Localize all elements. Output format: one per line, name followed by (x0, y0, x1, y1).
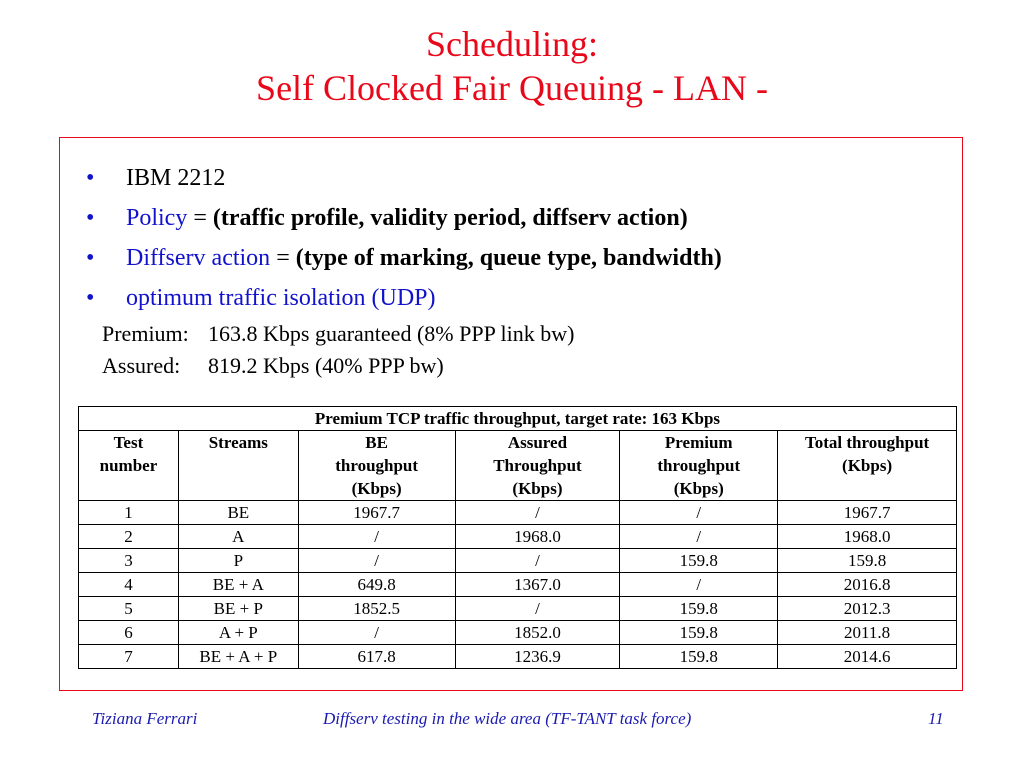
table-cell: 1852.0 (455, 621, 620, 645)
header-text: Test (113, 433, 144, 452)
table-cell: 2011.8 (778, 621, 957, 645)
policy-equals: = (187, 205, 213, 231)
premium-line (102, 321, 574, 347)
header-text: Assured (507, 433, 568, 452)
slide-title-line-2: Self Clocked Fair Queuing - LAN - (256, 68, 768, 108)
table-cell: 159.8 (620, 645, 778, 669)
header-assured-throughput (455, 431, 620, 501)
table-cell: 1967.7 (778, 501, 957, 525)
table-cell: / (455, 549, 620, 573)
table-cell: BE (178, 501, 298, 525)
header-text: (Kbps) (673, 479, 724, 498)
table-row (79, 597, 957, 621)
table-cell: A (178, 525, 298, 549)
assured-value: 819.2 Kbps (40% PPP bw) (208, 353, 444, 378)
table-cell: 1968.0 (778, 525, 957, 549)
footer-author: Tiziana Ferrari (92, 709, 198, 728)
premium-value: 163.8 Kbps guaranteed (8% PPP link bw) (208, 321, 575, 346)
header-text: BE (365, 433, 388, 452)
slide-title (0, 22, 1024, 110)
assured-line (102, 353, 444, 379)
table-cell: 7 (79, 645, 179, 669)
table-cell: 1968.0 (455, 525, 620, 549)
table-row (79, 645, 957, 669)
header-text: number (99, 456, 158, 475)
assured-label: Assured: (102, 353, 181, 378)
table-cell: 6 (79, 621, 179, 645)
table-row (79, 525, 957, 549)
table-cell: / (455, 597, 620, 621)
table-cell: 2014.6 (778, 645, 957, 669)
header-premium-throughput (620, 431, 778, 501)
table-row (79, 573, 957, 597)
table-body (79, 501, 957, 669)
bullet-dot-icon: • (86, 165, 95, 191)
table-cell: 159.8 (778, 549, 957, 573)
table-cell: 1236.9 (455, 645, 620, 669)
diffserv-term: Diffserv action (126, 245, 271, 271)
policy-term: Policy (126, 205, 188, 231)
table-cell: 2 (79, 525, 179, 549)
table-cell: 159.8 (620, 621, 778, 645)
table-cell: / (298, 549, 455, 573)
table-caption-row (79, 407, 957, 431)
table-cell: / (298, 621, 455, 645)
header-text: throughput (335, 456, 419, 475)
table-cell: P (178, 549, 298, 573)
header-total-throughput (778, 431, 957, 501)
bullet-dot-icon: • (86, 285, 95, 311)
table-caption: Premium TCP traffic throughput, target rate: 163 Kbps (79, 407, 957, 431)
table-cell: 2016.8 (778, 573, 957, 597)
header-test-number (79, 431, 179, 501)
bullet-policy-text (126, 204, 688, 232)
bullet-policy (86, 204, 946, 244)
premium-label: Premium: (102, 321, 189, 346)
bullet-list (86, 164, 946, 324)
table-cell: 1367.0 (455, 573, 620, 597)
table-cell: / (298, 525, 455, 549)
table-cell: 159.8 (620, 597, 778, 621)
header-text: Streams (208, 433, 268, 452)
table-cell: 5 (79, 597, 179, 621)
policy-detail: (traffic profile, validity period, diffserv action) (212, 205, 688, 231)
slide-title-line-1: Scheduling: (426, 24, 598, 64)
bullet-isolation-text: optimum traffic isolation (UDP) (126, 285, 436, 311)
diffserv-detail: (type of marking, queue type, bandwidth) (295, 245, 722, 271)
table-cell: BE + A + P (178, 645, 298, 669)
header-be-throughput (298, 431, 455, 501)
header-text: (Kbps) (351, 479, 402, 498)
bullet-dot-icon: • (86, 245, 95, 271)
table-cell: / (620, 573, 778, 597)
header-text: throughput (657, 456, 741, 475)
table-header-row (79, 431, 957, 501)
header-text: (Kbps) (842, 456, 893, 475)
table-cell: 4 (79, 573, 179, 597)
header-text: Premium (664, 433, 733, 452)
table-row (79, 621, 957, 645)
footer-page-number: 11 (928, 709, 944, 728)
table-cell: 1852.5 (298, 597, 455, 621)
bullet-isolation (86, 284, 946, 324)
footer-center-text: Diffserv testing in the wide area (TF-TANT task force) (323, 709, 692, 728)
table-cell: 3 (79, 549, 179, 573)
table-cell: / (620, 525, 778, 549)
table-cell: 2012.3 (778, 597, 957, 621)
table-cell: / (455, 501, 620, 525)
header-text: Throughput (493, 456, 582, 475)
table-cell: 159.8 (620, 549, 778, 573)
bullet-ibm-text: IBM 2212 (126, 165, 226, 191)
table-cell: 1967.7 (298, 501, 455, 525)
diffserv-equals: = (270, 245, 296, 271)
header-text: Total throughput (804, 433, 930, 452)
table-cell: / (620, 501, 778, 525)
table-cell: A + P (178, 621, 298, 645)
header-streams (178, 431, 298, 501)
bullet-dot-icon: • (86, 205, 95, 231)
throughput-table (78, 406, 957, 669)
bullet-diffserv-text (126, 244, 722, 272)
table-row (79, 549, 957, 573)
header-text: (Kbps) (512, 479, 563, 498)
table-cell: BE + A (178, 573, 298, 597)
table-cell: 649.8 (298, 573, 455, 597)
table-row (79, 501, 957, 525)
table-cell: BE + P (178, 597, 298, 621)
bullet-ibm (86, 164, 946, 204)
bullet-diffserv (86, 244, 946, 284)
table-cell: 617.8 (298, 645, 455, 669)
table-cell: 1 (79, 501, 179, 525)
